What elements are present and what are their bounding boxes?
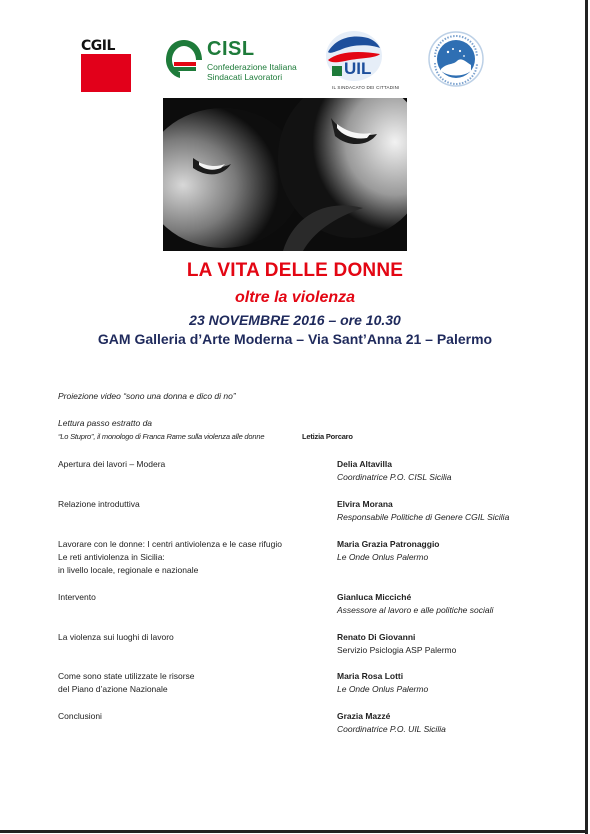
program-item-topic: Intervento: [58, 592, 96, 602]
uil-logo-tagline: IL SINDACATO DEI CITTADINI: [332, 85, 400, 90]
association-seal-logo: [427, 27, 485, 92]
cisl-emblem-icon: [164, 36, 204, 80]
program-item-role: Responsabile Politiche di Genere CGIL Sicilia: [337, 512, 510, 522]
reading-reader-name: Letizia Porcaro: [302, 432, 353, 441]
association-seal-icon: [427, 27, 485, 92]
cgil-logo: [81, 39, 131, 92]
event-venue: GAM Galleria d’Arte Moderna – Via Sant’Anna 21 – Palermo: [97, 331, 493, 347]
event-title: LA VITA DELLE DONNE: [186, 260, 404, 281]
uil-logo: [322, 30, 400, 92]
program-item-role: Coordinatrice P.O. UIL Sicilia: [337, 724, 446, 734]
event-date: 23 NOVEMBRE 2016 – ore 10.30: [189, 312, 401, 328]
program-item-speaker: Grazia Mazzé: [337, 711, 391, 721]
cisl-logo-subtitle-line2: Sindacati Lavoratori: [207, 72, 283, 82]
cgil-logo-red-block: [81, 54, 131, 92]
program-item-topic: Lavorare con le donne: I centri antiviolenza e le case rifugio: [58, 539, 282, 549]
reading-line: Lettura passo estratto da: [58, 418, 153, 428]
program-item-role: Servizio Psiclogia ASP Palermo: [337, 645, 457, 655]
program-item-role: Le Onde Onlus Palermo: [337, 552, 429, 562]
program-item-topic: Relazione introduttiva: [58, 499, 140, 509]
program-item-topic: Come sono state utilizzate le risorse: [58, 671, 195, 681]
program-item-topic: La violenza sui luoghi di lavoro: [58, 632, 174, 642]
cisl-logo-subtitle: [207, 62, 297, 82]
program-item-topic: in livello locale, regionale e nazionale: [58, 565, 199, 575]
laughing-women-photo: [163, 98, 407, 251]
program-item-speaker: Gianluca Micciché: [337, 592, 412, 602]
program-item-topic: Apertura dei lavori – Modera: [58, 459, 166, 469]
reading-source-line: “Lo Stupro”, il monologo di Franca Rame sulla violenza alle donne: [58, 432, 265, 441]
program-item-topic: del Piano d’azione Nazionale: [58, 684, 168, 694]
program-item-speaker: Maria Grazia Patronaggio: [337, 539, 440, 549]
program-item-topic: Le reti antiviolenza in Sicilia:: [58, 552, 165, 562]
cisl-logo-subtitle-line1: Confederazione Italiana: [207, 62, 297, 72]
event-subtitle: oltre la violenza: [234, 289, 356, 306]
program-item-speaker: Maria Rosa Lotti: [337, 671, 404, 681]
page-border-right: [585, 0, 588, 834]
program-item-topic: Conclusioni: [58, 711, 102, 721]
program-item-role: Coordinatrice P.O. CISL Sicilia: [337, 472, 452, 482]
cisl-logo: [164, 36, 314, 84]
cgil-logo-text: CGIL: [81, 38, 115, 54]
program-item-speaker: Delia Altavilla: [337, 459, 392, 469]
program-item-speaker: Elvira Morana: [337, 499, 393, 509]
uil-emblem-icon: [322, 30, 386, 86]
program-item-role: Le Onde Onlus Palermo: [337, 684, 429, 694]
video-screening-line: Proiezione video “sono una donna e dico di no”: [58, 391, 236, 401]
cisl-logo-name: CISL: [207, 38, 255, 60]
page-border-bottom: [0, 830, 588, 833]
program-item-role: Assessore al lavoro e alle politiche sociali: [337, 605, 494, 615]
uil-logo-name: UIL: [344, 59, 372, 78]
program-item-speaker: Renato Di Giovanni: [337, 632, 416, 642]
